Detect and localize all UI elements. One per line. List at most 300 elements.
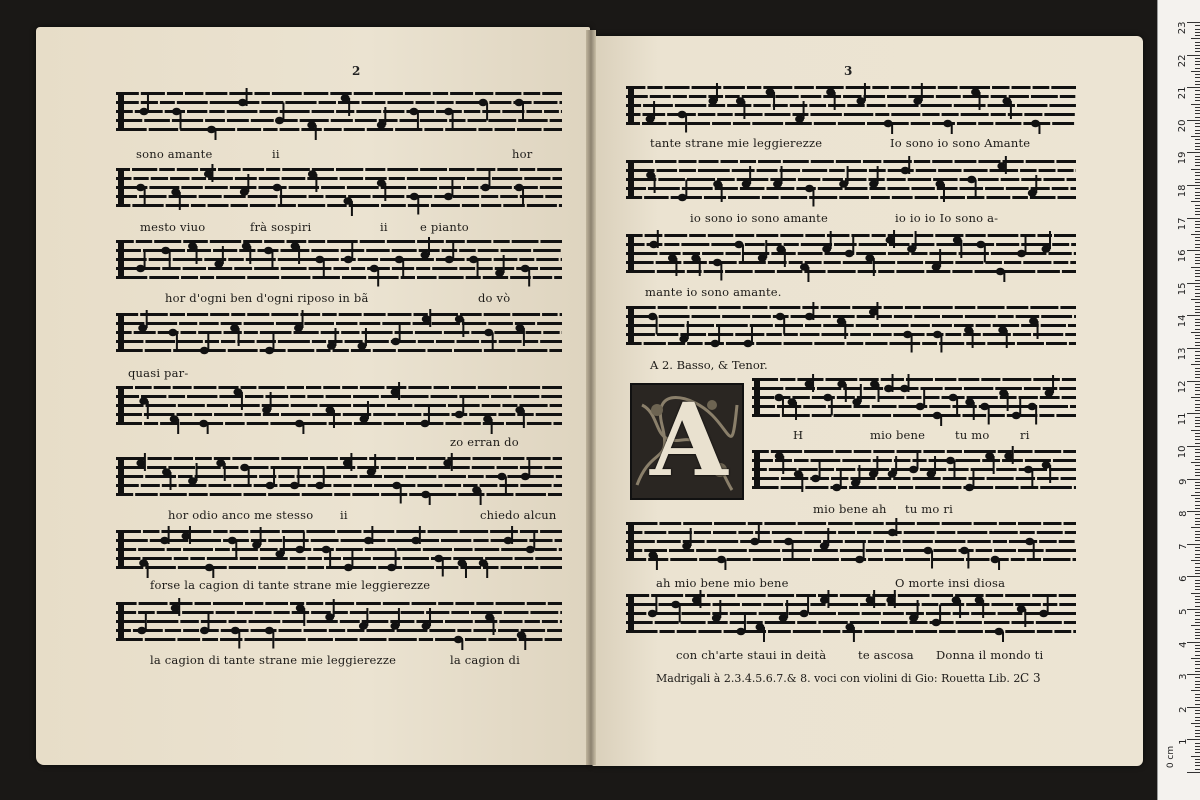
ruler-tick bbox=[1195, 68, 1200, 69]
ruler-tick bbox=[1191, 104, 1200, 105]
ruler-tick bbox=[1195, 573, 1200, 574]
ruler-tick bbox=[1195, 547, 1200, 548]
ruler-tick bbox=[1195, 465, 1200, 466]
ruler-tick bbox=[1195, 270, 1200, 271]
ruler-tick bbox=[1191, 430, 1200, 431]
ruler-tick bbox=[1195, 531, 1200, 532]
ruler-tick bbox=[1195, 452, 1200, 453]
ruler-tick bbox=[1191, 756, 1200, 757]
ruler-tick bbox=[1195, 130, 1200, 131]
ruler-tick bbox=[1195, 570, 1200, 571]
ruler-tick bbox=[1187, 642, 1200, 643]
ruler-tick bbox=[1195, 596, 1200, 597]
ruler-tick bbox=[1195, 280, 1200, 281]
lyric-line: Io sono io sono Amante bbox=[890, 136, 1031, 150]
ruler-tick bbox=[1195, 459, 1200, 460]
music-staff bbox=[116, 526, 562, 578]
ruler-tick bbox=[1195, 146, 1200, 147]
ruler-label: 18 bbox=[1177, 184, 1189, 198]
lyric-line: la cagion di tante strane mie leggierezze bbox=[150, 653, 397, 667]
ruler-label: 16 bbox=[1177, 249, 1189, 263]
ruler-tick bbox=[1195, 615, 1200, 616]
ruler-tick bbox=[1195, 759, 1200, 760]
ruler-tick bbox=[1195, 159, 1200, 160]
ruler-tick bbox=[1195, 113, 1200, 114]
ruler-label: 17 bbox=[1177, 217, 1189, 230]
ruler-tick bbox=[1195, 195, 1200, 196]
lyric-line: ah mio bene mio bene bbox=[656, 576, 789, 590]
ruler-tick bbox=[1195, 126, 1200, 127]
ruler-tick bbox=[1195, 139, 1200, 140]
ruler-label: 15 bbox=[1177, 282, 1189, 296]
ruler-tick bbox=[1195, 94, 1200, 95]
ruler-tick bbox=[1191, 201, 1200, 202]
ruler-tick bbox=[1195, 743, 1200, 744]
ruler-label: 22 bbox=[1177, 54, 1189, 67]
ruler-tick bbox=[1187, 511, 1200, 512]
ruler-tick bbox=[1195, 629, 1200, 630]
ruler-tick bbox=[1195, 694, 1200, 695]
ruler-tick bbox=[1195, 681, 1200, 682]
music-staff bbox=[626, 518, 1076, 570]
music-staff bbox=[626, 156, 1076, 208]
ruler-tick bbox=[1195, 537, 1200, 538]
ruler-tick bbox=[1195, 635, 1200, 636]
ruler-label: 13 bbox=[1177, 347, 1189, 361]
lyric-line: chiedo alcun bbox=[480, 508, 557, 522]
ruler-tick bbox=[1195, 64, 1200, 65]
ruler-tick bbox=[1195, 231, 1200, 232]
ruler-tick bbox=[1195, 257, 1200, 258]
ruler-tick bbox=[1195, 260, 1200, 261]
ruler-tick bbox=[1195, 482, 1200, 483]
ruler-tick bbox=[1195, 51, 1200, 52]
ruler-tick bbox=[1191, 495, 1200, 496]
ruler-tick bbox=[1195, 371, 1200, 372]
ruler-tick bbox=[1187, 87, 1200, 88]
ruler-tick bbox=[1195, 619, 1200, 620]
lyric-line: mio bene bbox=[870, 428, 926, 442]
ruler-tick bbox=[1195, 733, 1200, 734]
ruler-tick bbox=[1195, 97, 1200, 98]
ruler-tick bbox=[1195, 286, 1200, 287]
ruler-tick bbox=[1195, 306, 1200, 307]
ruler-tick bbox=[1195, 749, 1200, 750]
ruler-tick bbox=[1195, 387, 1200, 388]
ruler-tick bbox=[1195, 312, 1200, 313]
ruler-tick bbox=[1191, 560, 1200, 561]
ruler-tick bbox=[1195, 485, 1200, 486]
left-page-number: 2 bbox=[352, 64, 361, 78]
ruler-tick bbox=[1195, 61, 1200, 62]
lyric-line: te ascosa bbox=[858, 648, 914, 662]
music-staff bbox=[116, 598, 562, 650]
ruler-tick bbox=[1195, 648, 1200, 649]
ruler-tick bbox=[1187, 185, 1200, 186]
ruler-tick bbox=[1195, 645, 1200, 646]
ruler-tick bbox=[1191, 723, 1200, 724]
ruler-tick bbox=[1195, 557, 1200, 558]
ruler-tick bbox=[1195, 583, 1200, 584]
ruler-tick bbox=[1191, 397, 1200, 398]
ruler-tick bbox=[1195, 227, 1200, 228]
ruler-label: 14 bbox=[1177, 314, 1189, 328]
signature-mark: C 3 bbox=[1020, 671, 1041, 685]
ruler-tick bbox=[1195, 384, 1200, 385]
lyric-line: hor d'ogni ben d'ogni riposo in bã bbox=[165, 291, 369, 305]
ruler-tick bbox=[1195, 632, 1200, 633]
ruler-tick bbox=[1195, 423, 1200, 424]
ruler-tick bbox=[1195, 165, 1200, 166]
ruler-tick bbox=[1195, 221, 1200, 222]
ruler-tick bbox=[1195, 45, 1200, 46]
footer-title: Madrigali à 2.3.4.5.6.7.& 8. voci con violini di Gio: Rouetta Lib. 2. bbox=[656, 672, 1024, 685]
ruler-label: 11 bbox=[1177, 412, 1189, 426]
ruler-tick bbox=[1195, 182, 1200, 183]
ruler-tick bbox=[1187, 250, 1200, 251]
ruler-tick bbox=[1191, 136, 1200, 137]
ruler-tick bbox=[1195, 684, 1200, 685]
ruler-tick bbox=[1195, 32, 1200, 33]
ruler-label: 20 bbox=[1177, 119, 1189, 133]
lyric-line: ri bbox=[1020, 428, 1030, 442]
ruler-tick bbox=[1195, 240, 1200, 241]
ruler-tick bbox=[1195, 752, 1200, 753]
music-staff bbox=[752, 374, 1076, 426]
ruler-tick bbox=[1187, 772, 1200, 773]
ruler-tick bbox=[1195, 74, 1200, 75]
ruler-tick bbox=[1195, 90, 1200, 91]
ruler-tick bbox=[1195, 762, 1200, 763]
ruler-tick bbox=[1195, 671, 1200, 672]
ruler-tick bbox=[1195, 404, 1200, 405]
ruler-tick bbox=[1191, 169, 1200, 170]
ruler-tick bbox=[1187, 381, 1200, 382]
ruler-tick bbox=[1195, 368, 1200, 369]
music-staff bbox=[116, 236, 562, 288]
lyric-line: con ch'arte staui in deità bbox=[676, 648, 827, 662]
ruler-tick bbox=[1195, 345, 1200, 346]
ruler-tick bbox=[1195, 540, 1200, 541]
ruler-tick bbox=[1195, 567, 1200, 568]
lyric-line: ii bbox=[340, 508, 348, 522]
ruler-tick bbox=[1195, 247, 1200, 248]
ruler-label: 9 bbox=[1177, 478, 1189, 485]
lyric-line: O morte insi diosa bbox=[895, 576, 1006, 590]
ruler-tick bbox=[1195, 338, 1200, 339]
ruler-tick bbox=[1187, 413, 1200, 414]
ruler-tick bbox=[1195, 720, 1200, 721]
ruler-tick bbox=[1195, 426, 1200, 427]
ruler-tick bbox=[1195, 612, 1200, 613]
ruler-tick bbox=[1195, 498, 1200, 499]
ruler-tick bbox=[1195, 188, 1200, 189]
ruler-tick bbox=[1191, 71, 1200, 72]
voice-label: A 2. Basso, & Tenor. bbox=[650, 358, 768, 372]
ruler-tick bbox=[1195, 638, 1200, 639]
ruler-tick bbox=[1195, 244, 1200, 245]
music-staff bbox=[116, 309, 562, 361]
ruler-tick bbox=[1195, 100, 1200, 101]
ruler-tick bbox=[1195, 214, 1200, 215]
ruler-tick bbox=[1195, 351, 1200, 352]
lyric-line: ii bbox=[272, 147, 280, 161]
book-gutter bbox=[586, 30, 596, 765]
lyric-line: frà sospiri bbox=[250, 220, 312, 234]
ruler-tick bbox=[1195, 589, 1200, 590]
ruler-tick bbox=[1195, 342, 1200, 343]
ruler-tick bbox=[1195, 110, 1200, 111]
lyric-line: sono amante bbox=[136, 147, 213, 161]
ruler-tick bbox=[1195, 224, 1200, 225]
ruler-tick bbox=[1191, 267, 1200, 268]
ruler-tick bbox=[1195, 563, 1200, 564]
ruler-tick bbox=[1195, 677, 1200, 678]
ruler-label: 10 bbox=[1177, 445, 1189, 459]
ruler-tick bbox=[1187, 446, 1200, 447]
ruler-tick bbox=[1195, 263, 1200, 264]
lyric-line: quasi par- bbox=[128, 366, 189, 380]
ruler-tick bbox=[1195, 273, 1200, 274]
ruler-tick bbox=[1195, 358, 1200, 359]
ruler-tick bbox=[1195, 84, 1200, 85]
ruler-tick bbox=[1195, 420, 1200, 421]
ruler-label: 3 bbox=[1177, 673, 1189, 681]
ruler-tick bbox=[1195, 123, 1200, 124]
ruler-tick bbox=[1195, 765, 1200, 766]
lyric-line: mio bene ah bbox=[813, 502, 887, 516]
music-staff bbox=[626, 82, 1076, 134]
ruler-tick bbox=[1191, 234, 1200, 235]
ruler-tick bbox=[1195, 276, 1200, 277]
ruler-tick bbox=[1195, 390, 1200, 391]
music-staff bbox=[116, 88, 562, 140]
ruler-tick bbox=[1187, 152, 1200, 153]
ruler-tick bbox=[1191, 38, 1200, 39]
ruler-label: 12 bbox=[1177, 380, 1189, 393]
ruler-tick bbox=[1195, 374, 1200, 375]
ruler-tick bbox=[1195, 534, 1200, 535]
ruler-tick bbox=[1191, 332, 1200, 333]
ruler-tick bbox=[1195, 769, 1200, 770]
ruler-tick bbox=[1187, 674, 1200, 675]
ruler-tick bbox=[1187, 120, 1200, 121]
lyric-line: mante io sono amante. bbox=[645, 285, 782, 299]
ruler-tick bbox=[1195, 730, 1200, 731]
ruler-tick bbox=[1195, 505, 1200, 506]
ruler-tick bbox=[1195, 35, 1200, 36]
ruler-tick bbox=[1195, 237, 1200, 238]
ruler-tick bbox=[1195, 655, 1200, 656]
ruler-tick bbox=[1195, 149, 1200, 150]
lyric-line: Donna il mondo ti bbox=[936, 648, 1044, 662]
lyric-line: do vò bbox=[478, 291, 511, 305]
ruler-tick bbox=[1195, 602, 1200, 603]
ruler-tick bbox=[1195, 400, 1200, 401]
ruler-tick bbox=[1195, 179, 1200, 180]
lyric-line: forse la cagion di tante strane mie leggierezze bbox=[150, 578, 431, 592]
lyric-line: H bbox=[793, 428, 804, 442]
ruler-tick bbox=[1195, 449, 1200, 450]
ruler-label: 2 bbox=[1177, 706, 1189, 713]
ruler-label: 23 bbox=[1177, 21, 1189, 35]
lyric-line: zo erran do bbox=[450, 435, 519, 449]
ruler-label: 19 bbox=[1177, 151, 1189, 165]
ruler-tick bbox=[1195, 211, 1200, 212]
ruler-tick bbox=[1187, 218, 1200, 219]
music-staff bbox=[116, 453, 562, 505]
ruler-tick bbox=[1187, 544, 1200, 545]
ruler-tick bbox=[1195, 661, 1200, 662]
ruler-tick bbox=[1195, 599, 1200, 600]
ruler-tick bbox=[1195, 746, 1200, 747]
lyric-line: tante strane mie leggierezze bbox=[650, 136, 823, 150]
ruler-tick bbox=[1195, 697, 1200, 698]
ruler-tick bbox=[1195, 687, 1200, 688]
music-staff bbox=[752, 446, 1076, 498]
ruler-tick bbox=[1187, 22, 1200, 23]
ruler-label: 6 bbox=[1177, 575, 1189, 583]
music-staff bbox=[626, 302, 1076, 354]
ruler-tick bbox=[1195, 492, 1200, 493]
ruler-tick bbox=[1195, 156, 1200, 157]
ruler-tick bbox=[1195, 335, 1200, 336]
ruler-tick bbox=[1195, 29, 1200, 30]
ruler-tick bbox=[1187, 315, 1200, 316]
ruler-tick bbox=[1195, 361, 1200, 362]
ruler-tick bbox=[1195, 58, 1200, 59]
ruler-tick bbox=[1195, 293, 1200, 294]
ruler-tick bbox=[1187, 707, 1200, 708]
ruler-tick bbox=[1195, 162, 1200, 163]
ruler-tick bbox=[1195, 488, 1200, 489]
lyric-line: ii bbox=[380, 220, 388, 234]
ruler-tick bbox=[1195, 25, 1200, 26]
lyric-line: e pianto bbox=[420, 220, 469, 234]
ruler-tick bbox=[1195, 664, 1200, 665]
ruler-tick bbox=[1191, 462, 1200, 463]
ruler-tick bbox=[1195, 580, 1200, 581]
ruler-tick bbox=[1195, 329, 1200, 330]
ruler-tick bbox=[1195, 472, 1200, 473]
lyric-line: io sono io sono amante bbox=[690, 211, 828, 225]
right-page-number: 3 bbox=[844, 64, 853, 78]
ruler-tick bbox=[1195, 518, 1200, 519]
ruler-tick bbox=[1195, 296, 1200, 297]
ruler-tick bbox=[1195, 736, 1200, 737]
ruler-tick bbox=[1195, 554, 1200, 555]
lyric-line: la cagion di bbox=[450, 653, 520, 667]
ruler-tick bbox=[1195, 42, 1200, 43]
ruler-label: 4 bbox=[1177, 641, 1189, 648]
lyric-line: tu mo ri bbox=[905, 502, 953, 516]
ruler-tick bbox=[1195, 289, 1200, 290]
lyric-line: io io io Io sono a- bbox=[895, 211, 999, 225]
ruler-label: 5 bbox=[1177, 608, 1189, 615]
ruler-tick bbox=[1191, 299, 1200, 300]
ruler-tick bbox=[1195, 550, 1200, 551]
ruler-tick bbox=[1191, 527, 1200, 528]
ruler-tick bbox=[1195, 433, 1200, 434]
ruler-label: 7 bbox=[1177, 543, 1189, 550]
ruler-tick bbox=[1195, 717, 1200, 718]
ruler-tick bbox=[1195, 443, 1200, 444]
ruler-tick bbox=[1195, 175, 1200, 176]
ruler-tick bbox=[1195, 410, 1200, 411]
ruler-tick bbox=[1187, 283, 1200, 284]
ruler-tick bbox=[1195, 514, 1200, 515]
ruler-tick bbox=[1195, 668, 1200, 669]
ruler-tick bbox=[1195, 208, 1200, 209]
ruler-tick bbox=[1195, 710, 1200, 711]
ruler-tick bbox=[1195, 417, 1200, 418]
measurement-ruler bbox=[1157, 0, 1200, 800]
ruler-tick bbox=[1195, 117, 1200, 118]
ruler-tick bbox=[1195, 651, 1200, 652]
ruler-tick bbox=[1195, 198, 1200, 199]
ruler-tick bbox=[1195, 325, 1200, 326]
lyric-line: tu mo bbox=[955, 428, 990, 442]
ruler-tick bbox=[1195, 439, 1200, 440]
ruler-tick bbox=[1195, 302, 1200, 303]
ruler-tick bbox=[1195, 501, 1200, 502]
ruler-label: 1 bbox=[1177, 738, 1189, 746]
ruler-tick bbox=[1195, 394, 1200, 395]
ruler-tick bbox=[1195, 622, 1200, 623]
music-staff bbox=[626, 590, 1076, 642]
ruler-tick bbox=[1195, 456, 1200, 457]
ruler-tick bbox=[1195, 704, 1200, 705]
ruler-tick bbox=[1195, 713, 1200, 714]
ruler-label: 8 bbox=[1177, 510, 1189, 517]
ruler-tick bbox=[1191, 625, 1200, 626]
music-staff bbox=[116, 382, 562, 434]
ruler-tick bbox=[1187, 609, 1200, 610]
ruler-tick bbox=[1195, 469, 1200, 470]
ruler-tick bbox=[1195, 322, 1200, 323]
ruler-tick bbox=[1195, 77, 1200, 78]
ruler-tick bbox=[1195, 606, 1200, 607]
decorated-initial bbox=[630, 383, 744, 500]
ruler-tick bbox=[1187, 55, 1200, 56]
ruler-tick bbox=[1195, 436, 1200, 437]
ruler-label: 21 bbox=[1177, 86, 1189, 100]
ruler-tick bbox=[1191, 364, 1200, 365]
initial-letter: A bbox=[650, 383, 728, 499]
ruler-tick bbox=[1195, 355, 1200, 356]
ruler-tick bbox=[1195, 475, 1200, 476]
ruler-tick bbox=[1195, 172, 1200, 173]
ruler-tick bbox=[1195, 586, 1200, 587]
ruler-tick bbox=[1195, 133, 1200, 134]
ruler-tick bbox=[1195, 205, 1200, 206]
ruler-tick bbox=[1195, 524, 1200, 525]
ruler-tick bbox=[1195, 48, 1200, 49]
ruler-tick bbox=[1195, 254, 1200, 255]
music-staff bbox=[116, 164, 562, 216]
ruler-tick bbox=[1195, 81, 1200, 82]
ruler-tick bbox=[1191, 593, 1200, 594]
music-staff bbox=[626, 230, 1076, 282]
ruler-unit-label: 0 cm bbox=[1166, 745, 1177, 769]
ruler-tick bbox=[1191, 690, 1200, 691]
lyric-line: mesto viuo bbox=[140, 220, 206, 234]
ruler-tick bbox=[1195, 143, 1200, 144]
ruler-tick bbox=[1195, 521, 1200, 522]
lyric-line: hor bbox=[512, 147, 533, 161]
ruler-tick bbox=[1191, 658, 1200, 659]
lyric-line: hor odio anco me stesso bbox=[168, 508, 314, 522]
